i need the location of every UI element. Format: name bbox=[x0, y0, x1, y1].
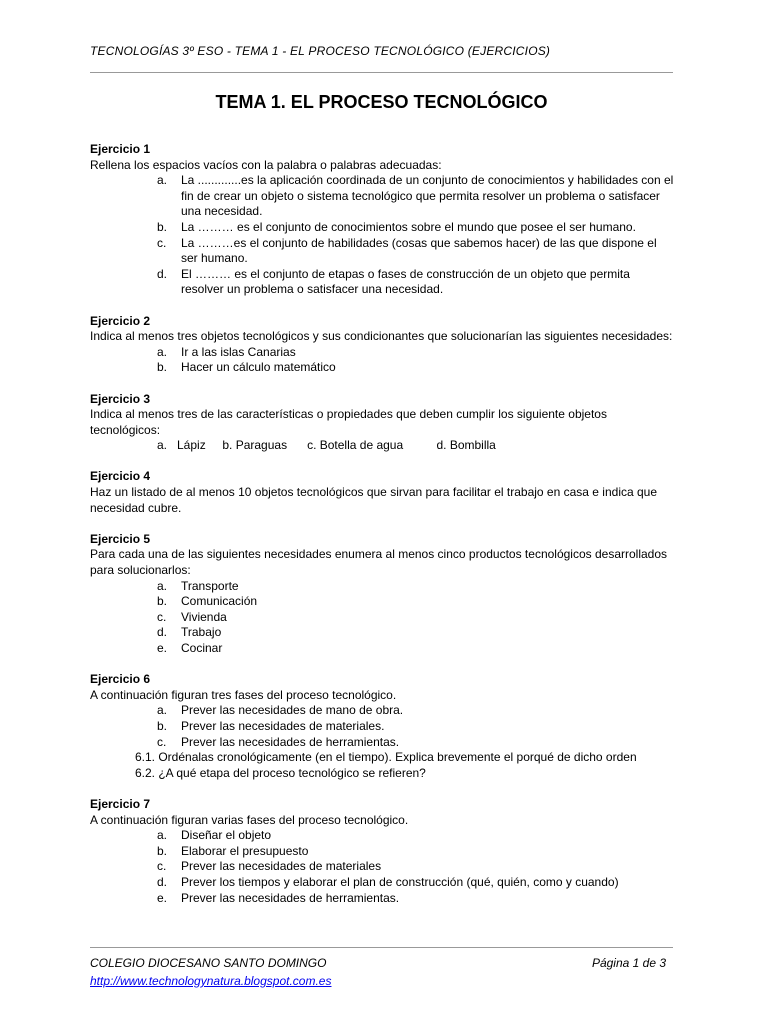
exercise-list bbox=[90, 173, 675, 298]
list-item bbox=[90, 625, 675, 641]
exercise-intro: Indica al menos tres objetos tecnológicos y sus condicionantes que solucionarían las siguientes necesidades: bbox=[90, 329, 673, 344]
list-item bbox=[90, 844, 675, 860]
list-marker: b. bbox=[157, 843, 168, 858]
list-item-text: Prever las necesidades de materiales. bbox=[181, 718, 385, 733]
list-marker: a. bbox=[157, 173, 168, 188]
list-item bbox=[90, 360, 675, 376]
footer-link[interactable]: http://www.technologynatura.blogspot.com.es bbox=[90, 974, 332, 988]
list-item-text: Cocinar bbox=[181, 641, 223, 655]
list-item-text: La ……… es el conjunto de conocimientos sobre el mundo que posee el ser humano. bbox=[181, 219, 636, 234]
list-marker: c. bbox=[157, 734, 167, 749]
list-item bbox=[90, 594, 675, 610]
list-item bbox=[90, 719, 675, 735]
footer-page-number: Página 1 de 3 bbox=[591, 956, 666, 970]
list-item-text: Ir a las islas Canarias bbox=[181, 344, 296, 359]
list-item-text: Comunicación bbox=[181, 594, 258, 609]
list-item bbox=[90, 345, 675, 361]
list-item-text: El ……… es el conjunto de etapas o fases de construcción de un objeto que permita resolver un problema o satisfacer una necesidad. bbox=[181, 266, 630, 297]
list-item-text: La .............es la aplicación coordinada de un conjunto de conocimientos y habilidades con el fin de crear un objeto o sistema tecnológico que permita resolver un problema o satisfacer una necesidad. bbox=[181, 173, 674, 219]
header-divider bbox=[90, 72, 673, 73]
exercise-title: Ejercicio 2 bbox=[90, 313, 151, 328]
list-item-text: Trabajo bbox=[181, 625, 222, 640]
sub-question: 6.2. ¿A qué etapa del proceso tecnológico se refieren? bbox=[135, 765, 426, 780]
list-item bbox=[90, 173, 675, 220]
list-item bbox=[90, 875, 675, 891]
list-item bbox=[90, 859, 675, 875]
list-marker: a. bbox=[157, 703, 168, 718]
exercise-7 bbox=[90, 797, 675, 906]
list-item bbox=[90, 641, 675, 657]
page-title: TEMA 1. EL PROCESO TECNOLÓGICO bbox=[215, 92, 548, 112]
list-marker: d. bbox=[157, 625, 168, 640]
list-item-text: Prever las necesidades de mano de obra. bbox=[181, 703, 404, 718]
exercise-5 bbox=[90, 532, 675, 657]
list-item-text: Prever las necesidades de herramientas. bbox=[181, 734, 400, 749]
exercise-title: Ejercicio 4 bbox=[90, 469, 151, 484]
exercise-intro: A continuación figuran varias fases del proceso tecnológico. bbox=[90, 812, 409, 827]
exercise-list bbox=[90, 703, 675, 750]
sub-question: 6.1. Ordénalas cronológicamente (en el tiempo). Explica brevemente el porqué de dicho orden bbox=[135, 750, 637, 765]
exercise-list bbox=[90, 828, 675, 906]
list-item-text: Prever los tiempos y elaborar el plan de construcción (qué, quién, como y cuando) bbox=[181, 874, 619, 889]
list-item-text: Prever las necesidades de materiales bbox=[181, 859, 382, 874]
list-marker: a. bbox=[157, 344, 168, 359]
list-item bbox=[90, 735, 675, 751]
exercise-4 bbox=[90, 469, 675, 516]
list-item bbox=[90, 703, 675, 719]
exercise-6 bbox=[90, 672, 675, 781]
list-marker: b. bbox=[157, 360, 168, 375]
list-marker: a. bbox=[157, 828, 168, 843]
footer-school: COLEGIO DIOCESANO SANTO DOMINGO bbox=[90, 956, 327, 970]
list-item bbox=[90, 610, 675, 626]
list-item-text: Diseñar el objeto bbox=[181, 828, 272, 843]
list-item-text: Hacer un cálculo matemático bbox=[181, 360, 336, 375]
list-marker: b. bbox=[157, 718, 168, 733]
list-marker: b. bbox=[157, 219, 168, 234]
list-item bbox=[90, 579, 675, 595]
list-item bbox=[90, 267, 675, 298]
exercise-title: Ejercicio 3 bbox=[90, 391, 151, 406]
list-marker: b. bbox=[157, 594, 168, 609]
list-item bbox=[90, 891, 675, 907]
exercise-intro: Para cada una de las siguientes necesidades enumera al menos cinco productos tecnológicos desarrollados para solucionarlos: bbox=[90, 547, 668, 578]
exercise-intro: Haz un listado de al menos 10 objetos tecnológicos que sirvan para facilitar el trabajo en casa e indica que necesidad cubre. bbox=[90, 485, 658, 515]
page-header: TECNOLOGÍAS 3º ESO - TEMA 1 - EL PROCESO TECNOLÓGICO (EJERCICIOS) bbox=[90, 44, 551, 58]
list-item-text: La ………es el conjunto de habilidades (cosas que sabemos hacer) de las que dispone el ser humano. bbox=[181, 235, 657, 266]
list-item-text: Prever las necesidades de herramientas. bbox=[181, 890, 400, 905]
exercise-2 bbox=[90, 314, 675, 376]
exercise-3 bbox=[90, 392, 675, 454]
exercise-1 bbox=[90, 142, 675, 298]
exercise-title: Ejercicio 5 bbox=[90, 531, 151, 546]
list-item-text: Vivienda bbox=[181, 609, 227, 624]
inline-options: a. Lápiz b. Paraguas c. Botella de agua d. Bombilla bbox=[157, 438, 496, 453]
exercise-intro: Indica al menos tres de las características o propiedades que deben cumplir los siguiente objetos tecnológicos: bbox=[90, 407, 607, 437]
document-body bbox=[90, 142, 675, 922]
list-marker: c. bbox=[157, 859, 167, 874]
list-marker: c. bbox=[157, 235, 167, 250]
list-item bbox=[90, 220, 675, 236]
list-item-text: Elaborar el presupuesto bbox=[181, 843, 309, 858]
exercise-title: Ejercicio 1 bbox=[90, 142, 151, 156]
list-item bbox=[90, 828, 675, 844]
list-marker: d. bbox=[157, 266, 168, 281]
list-marker: d. bbox=[157, 874, 168, 889]
list-marker: c. bbox=[157, 609, 167, 624]
exercise-list bbox=[90, 579, 675, 657]
exercise-intro: Rellena los espacios vacíos con la palabra o palabras adecuadas: bbox=[90, 157, 442, 172]
exercise-title: Ejercicio 6 bbox=[90, 672, 151, 687]
list-marker: e. bbox=[157, 890, 168, 905]
exercise-title: Ejercicio 7 bbox=[90, 796, 151, 811]
list-item-text: Transporte bbox=[181, 578, 239, 593]
list-marker: a. bbox=[157, 578, 168, 593]
exercise-intro: A continuación figuran tres fases del proceso tecnológico. bbox=[90, 687, 397, 702]
exercise-list bbox=[90, 345, 675, 376]
list-item bbox=[90, 236, 675, 267]
footer-divider bbox=[90, 947, 673, 948]
list-marker: e. bbox=[157, 641, 168, 655]
